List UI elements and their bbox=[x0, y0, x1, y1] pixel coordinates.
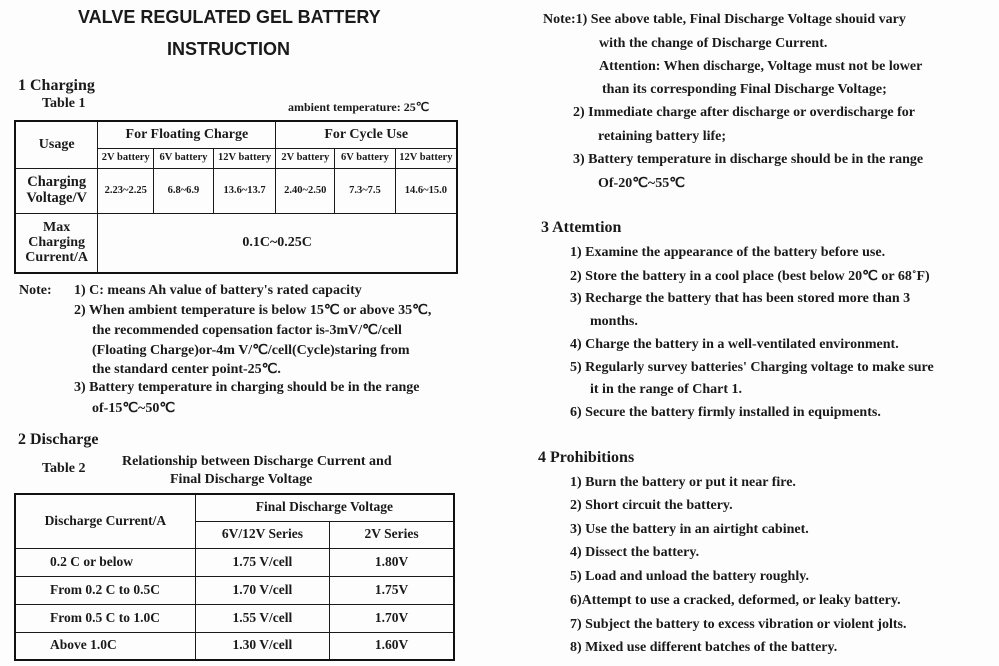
note-line: the standard center point-25℃. bbox=[92, 362, 281, 377]
doc-title: VALVE REGULATED GEL BATTERY bbox=[78, 7, 381, 27]
note-label: Note: bbox=[19, 283, 52, 298]
note-line: retaining battery life; bbox=[598, 129, 727, 144]
list-item: 5) Regularly survey batteries' Charging voltage to make sure bbox=[570, 360, 934, 375]
list-item: 1) Burn the battery or put it near fire. bbox=[570, 475, 796, 490]
note-line: than its corresponding Final Discharge Voltage; bbox=[602, 82, 887, 97]
table-cell: 6.8~6.9 bbox=[154, 168, 214, 213]
table-cell: From 0.5 C to 1.0C bbox=[15, 604, 195, 632]
discharge-table bbox=[14, 493, 455, 661]
note-line: Note:1) See above table, Final Discharge Voltage shouid vary bbox=[543, 12, 906, 27]
list-item: 6)Attempt to use a cracked, deformed, or leaky battery. bbox=[570, 593, 901, 608]
table-row bbox=[15, 548, 454, 576]
header-cell: 12V battery bbox=[395, 148, 457, 168]
table-caption: Final Discharge Voltage bbox=[170, 472, 313, 487]
table-cell: 0.2 C or below bbox=[15, 548, 195, 576]
header-cell: 12V battery bbox=[213, 148, 276, 168]
table-cell: 14.6~15.0 bbox=[395, 168, 457, 213]
table-cell: Above 1.0C bbox=[15, 632, 195, 660]
table-cell: 1.75 V/cell bbox=[195, 548, 329, 576]
row-label: Charging Voltage/V bbox=[15, 168, 98, 213]
header-cell: 6V/12V Series bbox=[195, 521, 329, 548]
table-cell: 1.70V bbox=[330, 604, 454, 632]
section-heading: 4 Prohibitions bbox=[538, 449, 635, 466]
list-item: 2) Short circuit the battery. bbox=[570, 498, 733, 513]
header-cell: 6V battery bbox=[154, 148, 214, 168]
note-line: with the change of Discharge Current. bbox=[599, 36, 828, 51]
header-cell: 6V battery bbox=[335, 148, 396, 168]
section-heading: 1 Charging bbox=[18, 77, 95, 94]
header-fdv: Final Discharge Voltage bbox=[195, 494, 454, 521]
note-line: 2) Immediate charge after discharge or overdischarge for bbox=[573, 105, 915, 120]
list-item: 4) Charge the battery in a well-ventilated environment. bbox=[570, 337, 899, 352]
list-item: 1) Examine the appearance of the battery before use. bbox=[570, 245, 886, 260]
table-cell: 13.6~13.7 bbox=[213, 168, 276, 213]
list-item: 7) Subject the battery to excess vibration or violent jolts. bbox=[570, 617, 907, 632]
table-cell: 2.23~2.25 bbox=[98, 168, 154, 213]
note-line: Of-20℃~55℃ bbox=[598, 176, 685, 191]
table-label: Table 1 bbox=[42, 96, 86, 111]
list-item: 2) Store the battery in a cool place (best below 20℃ or 68˚F) bbox=[570, 269, 930, 284]
list-item: 6) Secure the battery firmly installed in equipments. bbox=[570, 405, 881, 420]
header-floating: For Floating Charge bbox=[98, 121, 276, 148]
table-row bbox=[15, 604, 454, 632]
list-item: 5) Load and unload the battery roughly. bbox=[570, 569, 809, 584]
table-caption: Relationship between Discharge Current and bbox=[122, 454, 392, 469]
header-cell: 2V battery bbox=[276, 148, 335, 168]
list-item: 3) Use the battery in an airtight cabinet. bbox=[570, 522, 809, 537]
list-item: months. bbox=[590, 314, 638, 329]
table-cell: 2.40~2.50 bbox=[276, 168, 335, 213]
table-cell: 7.3~7.5 bbox=[335, 168, 396, 213]
list-item: it in the range of Chart 1. bbox=[590, 382, 743, 397]
table-cell: 1.70 V/cell bbox=[195, 576, 329, 604]
note-line: (Floating Charge)or-4m V/℃/cell(Cycle)staring from bbox=[92, 343, 410, 358]
list-item: 3) Recharge the battery that has been stored more than 3 bbox=[570, 291, 911, 306]
table-cell: 1.60V bbox=[330, 632, 454, 660]
header-cycle: For Cycle Use bbox=[276, 121, 457, 148]
table-cell: 1.30 V/cell bbox=[195, 632, 329, 660]
table-cell: From 0.2 C to 0.5C bbox=[15, 576, 195, 604]
table-row bbox=[15, 576, 454, 604]
table-row bbox=[15, 632, 454, 660]
note-line: the recommended copensation factor is-3mV/℃/cell bbox=[92, 323, 402, 338]
charging-table bbox=[14, 120, 458, 274]
note-line: 1) C: means Ah value of battery's rated capacity bbox=[74, 283, 362, 298]
header-current: Discharge Current/A bbox=[15, 494, 195, 548]
note-line: 3) Battery temperature in discharge should be in the range bbox=[573, 152, 924, 167]
header-cell: 2V battery bbox=[98, 148, 154, 168]
table-cell: 1.55 V/cell bbox=[195, 604, 329, 632]
row-label: Max Charging Current/A bbox=[15, 213, 98, 273]
ambient-temperature: ambient temperature: 25℃ bbox=[288, 100, 430, 114]
note-line: of-15℃~50℃ bbox=[92, 401, 176, 416]
list-item: 4) Dissect the battery. bbox=[570, 545, 700, 560]
doc-subtitle: INSTRUCTION bbox=[167, 39, 290, 59]
note-line: 2) When ambient temperature is below 15℃ or above 35℃, bbox=[74, 303, 432, 318]
table-cell: 0.1C~0.25C bbox=[98, 213, 457, 273]
header-usage: Usage bbox=[15, 121, 98, 168]
note-line: Attention: When discharge, Voltage must not be lower bbox=[599, 59, 923, 74]
list-item: 8) Mixed use different batches of the battery. bbox=[570, 640, 838, 655]
header-cell: 2V Series bbox=[330, 521, 454, 548]
table-cell: 1.80V bbox=[330, 548, 454, 576]
section-heading: 2 Discharge bbox=[18, 431, 99, 448]
section-heading: 3 Attemtion bbox=[541, 219, 622, 236]
table-cell: 1.75V bbox=[330, 576, 454, 604]
table-label: Table 2 bbox=[42, 461, 86, 476]
note-line: 3) Battery temperature in charging should be in the range bbox=[74, 380, 420, 395]
